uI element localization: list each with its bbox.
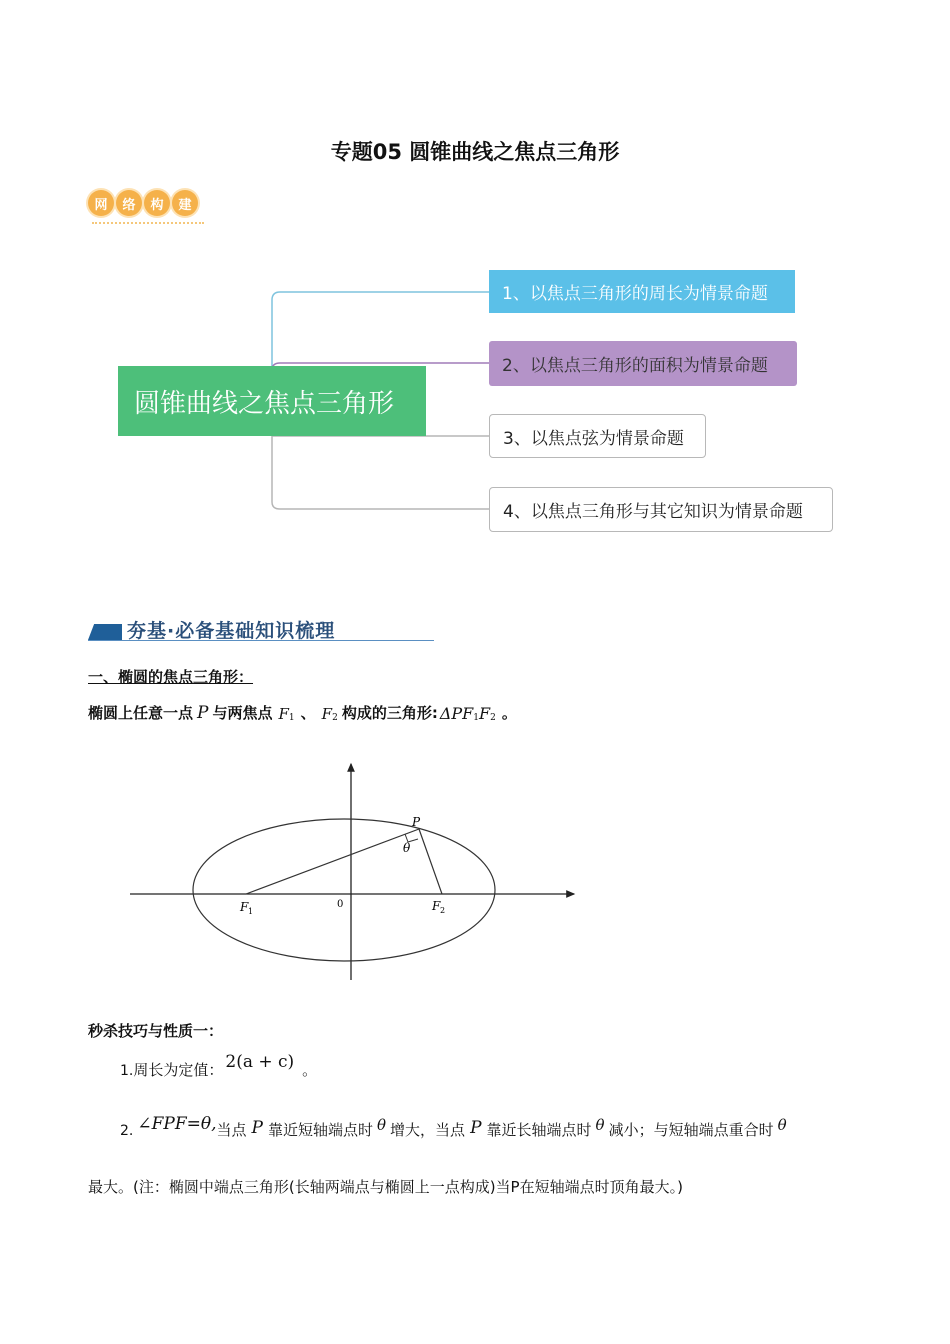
ellipse [193,819,495,961]
text: 增大，当点 [390,1121,466,1139]
math-sub: 1 [473,713,479,723]
text: 、 [300,704,316,722]
text: 。 [302,1061,318,1079]
segment-PF2 [419,829,442,894]
tip-2 [120,1114,787,1140]
text: 当点 [216,1121,247,1139]
badge-char: 网 [88,190,114,216]
label-F1: F [240,900,249,914]
math-F: F [278,705,289,723]
label-origin: 0 [337,899,344,910]
math-theta: θ [595,1116,605,1134]
math-theta: θ [377,1116,387,1134]
math-angle: ∠F [137,1114,164,1134]
tip-number: 2. [120,1123,134,1139]
tip-1 [120,1052,317,1080]
text: 构成的三角形: [341,704,438,722]
label-theta: θ [403,841,411,855]
math-eq: =θ, [186,1114,217,1134]
math-P: P [470,1118,482,1138]
mindmap-item: 3、以焦点弦为情景命题 [489,414,706,458]
text: 周长为定值： [133,1061,224,1079]
text: 与两焦点 [212,704,273,722]
page-title: 专题05 圆锥曲线之焦点三角形 [330,140,620,164]
math-F: F [321,705,333,723]
heading-ellipse-focal-triangle: 一、椭圆的焦点三角形： [88,668,254,686]
text: 椭圆上任意一点 [88,704,194,722]
mindmap-item: 2、以焦点三角形的面积为情景命题 [489,341,797,386]
math-sub: 2 [490,713,496,723]
text: 靠近长轴端点时 [486,1121,592,1139]
math-F: F [478,704,491,723]
mindmap-item: 1、以焦点三角形的周长为情景命题 [489,270,795,313]
text: 减小；与短轴端点重合时 [608,1121,774,1139]
label-F2: F [432,899,441,913]
badge-char: 构 [144,190,170,216]
label-F2-sub: 2 [440,906,446,915]
math-P: P [197,703,209,723]
math-formula: 2(a + c) [225,1052,295,1072]
tip-2-continuation: 最大。(注：椭圆中端点三角形(长轴两端点与椭圆上一点构成)当P在短轴端点时顶角最大。) [88,1178,683,1196]
text: 。 [501,704,517,722]
text: 靠近短轴端点时 [268,1121,374,1139]
segment-PF1 [246,829,419,894]
math-sub: 1 [288,713,295,723]
label-F1-sub: 1 [248,907,254,916]
math-theta: θ [777,1116,787,1134]
math-PF: PF [163,1114,187,1134]
tips-heading: 秒杀技巧与性质一： [88,1022,224,1040]
tip-number: 1. [120,1063,134,1079]
math-delta: ΔPF [439,704,474,723]
math-sub: 2 [332,713,338,723]
badge-char: 络 [116,190,142,216]
section-header: 夯基·必备基础知识梳理 [127,620,336,642]
badge-char: 建 [172,190,198,216]
math-P: P [251,1118,263,1138]
mindmap-item: 4、以焦点三角形与其它知识为情景命题 [489,487,833,532]
label-P: P [412,815,421,829]
mindmap-center-node: 圆锥曲线之焦点三角形 [118,366,426,436]
